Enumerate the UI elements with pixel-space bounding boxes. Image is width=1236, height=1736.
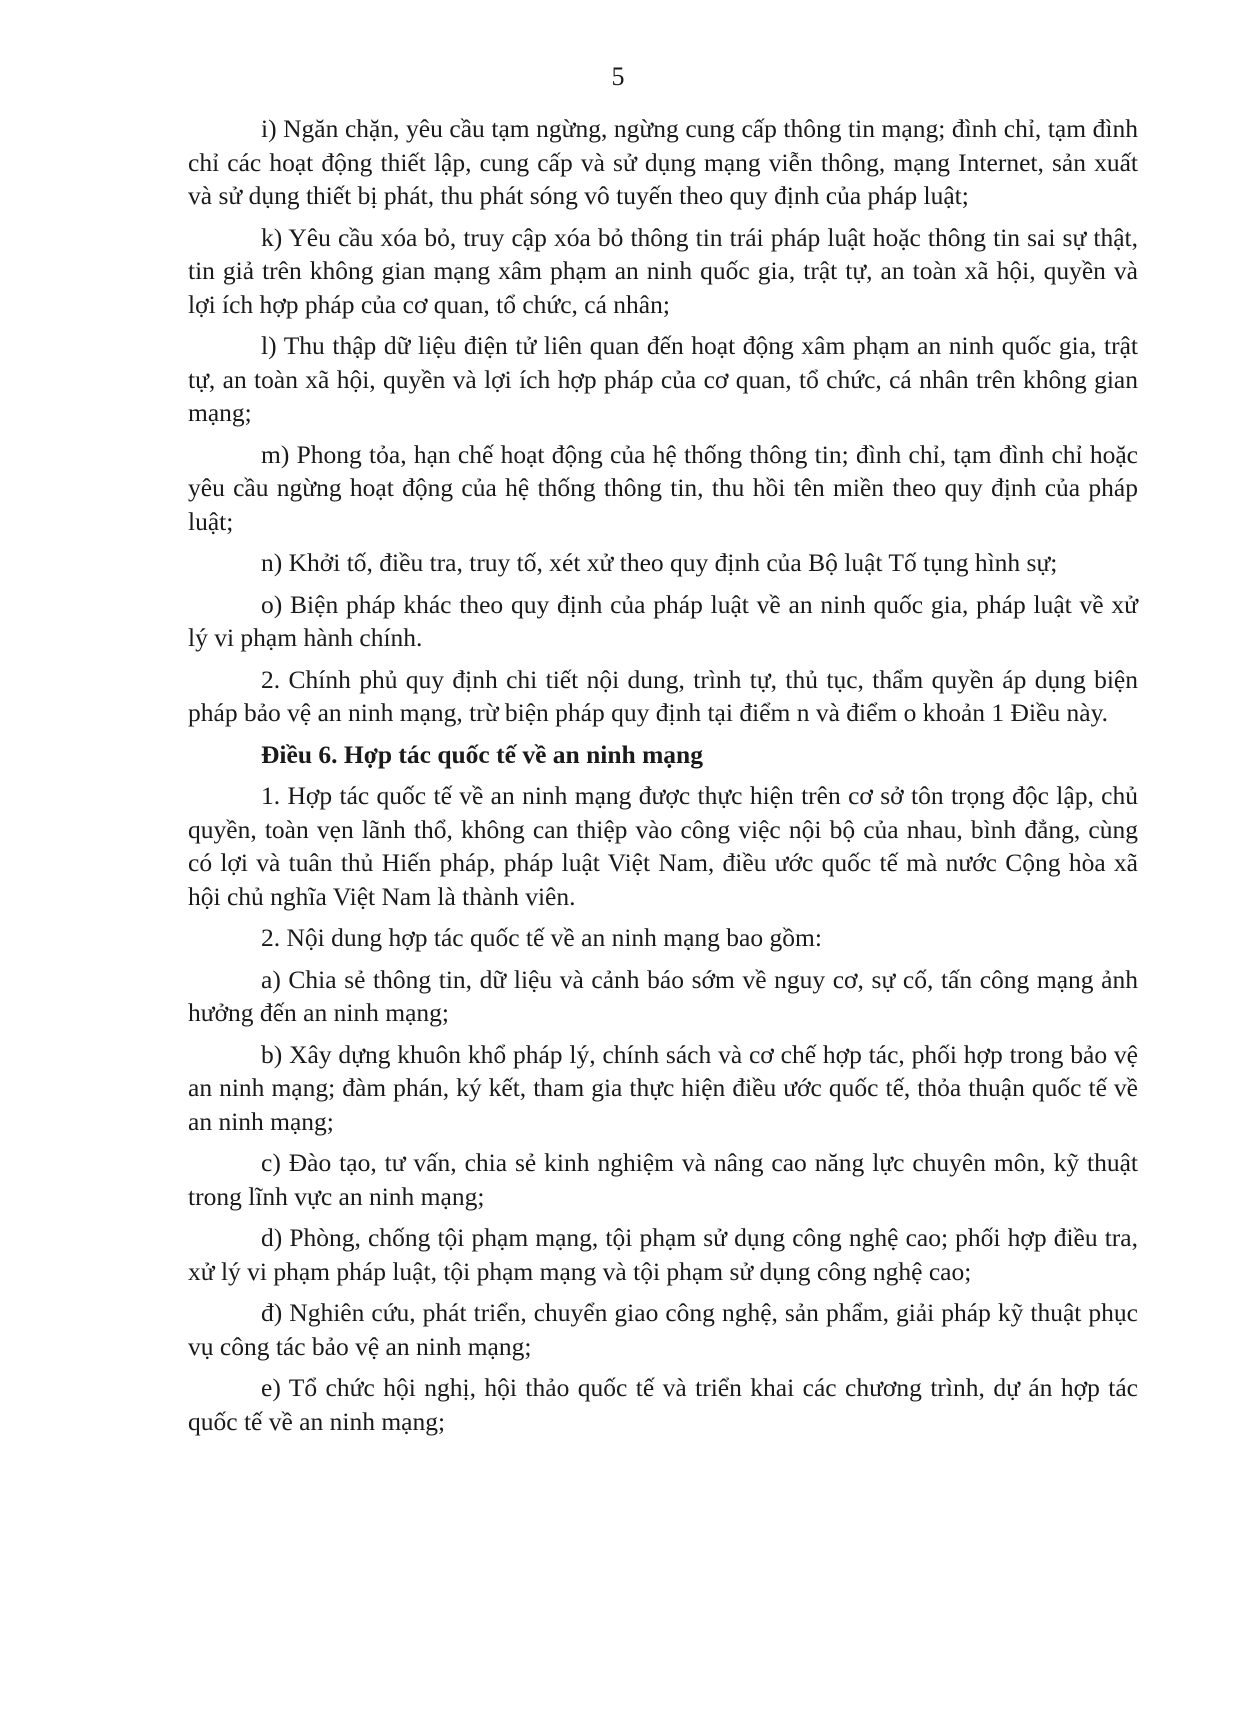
paragraph-item-m: m) Phong tỏa, hạn chế hoạt động của hệ thống thông tin; đình chỉ, tạm đình chỉ hoặc yêu cầu ngừng hoạt động của hệ thống thông tin, thu hồi tên miền theo quy định của pháp luật; xyxy=(188,439,1138,536)
page-number: 5 xyxy=(611,62,625,91)
paragraph-item-o: o) Biện pháp khác theo quy định của pháp luật về an ninh quốc gia, pháp luật về xử lý vi phạm hành chính. xyxy=(188,589,1138,652)
document-body xyxy=(188,112,1138,1446)
article-6-item-b: b) Xây dựng khuôn khổ pháp lý, chính sách và cơ chế hợp tác, phối hợp trong bảo vệ an ninh mạng; đàm phán, ký kết, tham gia thực hiện điều ước quốc tế, thỏa thuận quốc tế về an ninh mạng; xyxy=(188,1039,1138,1136)
paragraph-item-i: i) Ngăn chặn, yêu cầu tạm ngừng, ngừng cung cấp thông tin mạng; đình chỉ, tạm đình chỉ các hoạt động thiết lập, cung cấp và sử dụng mạng viễn thông, mạng Internet, sản xuất và sử dụng thiết bị phát, thu phát sóng vô tuyến theo quy định của pháp luật; xyxy=(188,114,1138,210)
paragraph-item-n: n) Khởi tố, điều tra, truy tố, xét xử theo quy định của Bộ luật Tố tụng hình sự; xyxy=(261,548,1058,577)
article-6-item-e: e) Tổ chức hội nghị, hội thảo quốc tế và triển khai các chương trình, dự án hợp tác quốc tế về an ninh mạng; xyxy=(188,1373,1138,1436)
article-6-clause-2: 2. Nội dung hợp tác quốc tế về an ninh mạng bao gồm: xyxy=(261,923,822,952)
article-6-item-c: c) Đào tạo, tư vấn, chia sẻ kinh nghiệm và nâng cao năng lực chuyên môn, kỹ thuật trong lĩnh vực an ninh mạng; xyxy=(188,1148,1138,1211)
paragraph-item-k: k) Yêu cầu xóa bỏ, truy cập xóa bỏ thông tin trái pháp luật hoặc thông tin sai sự thật, tin giả trên không gian mạng xâm phạm an ninh quốc gia, trật tự, an toàn xã hội, quyền và lợi ích hợp pháp của cơ quan, tổ chức, cá nhân; xyxy=(188,222,1138,319)
article-6-item-d: d) Phòng, chống tội phạm mạng, tội phạm sử dụng công nghệ cao; phối hợp điều tra, xử lý vi phạm pháp luật, tội phạm mạng và tội phạm sử dụng công nghệ cao; xyxy=(188,1223,1138,1286)
paragraph-item-l: l) Thu thập dữ liệu điện tử liên quan đến hoạt động xâm phạm an ninh quốc gia, trật tự, an toàn xã hội, quyền và lợi ích hợp pháp của cơ quan, tổ chức, cá nhân trên không gian mạng; xyxy=(188,331,1138,427)
article-6-item-dd: đ) Nghiên cứu, phát triển, chuyển giao công nghệ, sản phẩm, giải pháp kỹ thuật phục vụ công tác bảo vệ an ninh mạng; xyxy=(188,1298,1138,1361)
article-6-heading: Điều 6. Hợp tác quốc tế về an ninh mạng xyxy=(261,739,703,769)
article-6-clause-1: 1. Hợp tác quốc tế về an ninh mạng được thực hiện trên cơ sở tôn trọng độc lập, chủ quyền, toàn vẹn lãnh thổ, không can thiệp vào công việc nội bộ của nhau, bình đẳng, cùng có lợi và tuân thủ Hiến pháp, pháp luật Việt Nam, điều ước quốc tế mà nước Cộng hòa xã hội chủ nghĩa Việt Nam là thành viên. xyxy=(188,781,1138,911)
article-6-item-a: a) Chia sẻ thông tin, dữ liệu và cảnh báo sớm về nguy cơ, sự cố, tấn công mạng ảnh hưởng đến an ninh mạng; xyxy=(188,964,1138,1027)
paragraph-clause-2: 2. Chính phủ quy định chi tiết nội dung, trình tự, thủ tục, thẩm quyền áp dụng biện pháp bảo vệ an ninh mạng, trừ biện pháp quy định tại điểm n và điểm o khoản 1 Điều này. xyxy=(188,664,1138,727)
